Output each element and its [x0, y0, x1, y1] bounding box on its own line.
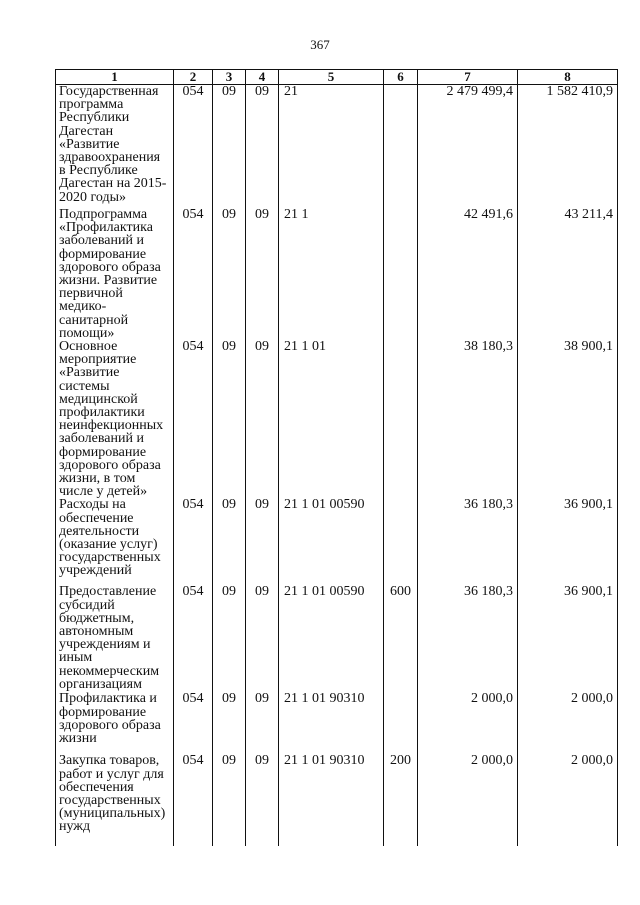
row-section: 09 [213, 498, 246, 585]
row-sum-1: 2 000,0 [418, 692, 518, 754]
row-expense-type [384, 208, 418, 340]
row-target-code: 21 1 01 00590 [279, 585, 384, 692]
table-row [56, 754, 618, 846]
row-sum-1: 2 000,0 [418, 754, 518, 846]
row-name: Подпрограмма «Профилактика заболеваний и формирование здорового образа жизни. Развитие первичной медико-санитарной помощи» [56, 208, 174, 340]
row-target-code: 21 1 01 90310 [279, 692, 384, 754]
row-target-code: 21 1 01 90310 [279, 754, 384, 846]
row-subsection: 09 [246, 585, 279, 692]
row-grbs: 054 [174, 340, 213, 498]
row-sum-2: 36 900,1 [518, 585, 618, 692]
column-header: 4 [246, 70, 279, 85]
row-name: Предоставление субсидий бюджетным, автономным учреждениям и иным некоммерческим организациям [56, 585, 174, 692]
column-header: 2 [174, 70, 213, 85]
column-header: 5 [279, 70, 384, 85]
row-grbs: 054 [174, 585, 213, 692]
table-row [56, 498, 618, 585]
row-sum-2: 1 582 410,9 [518, 85, 618, 209]
row-grbs: 054 [174, 754, 213, 846]
row-target-code: 21 1 01 [279, 340, 384, 498]
row-sum-1: 2 479 499,4 [418, 85, 518, 209]
row-name: Государственная программа Республики Дагестан «Развитие здравоохранения в Республике Дагестан на 2015-2020 годы» [56, 85, 174, 209]
row-expense-type [384, 692, 418, 754]
row-sum-1: 42 491,6 [418, 208, 518, 340]
row-grbs: 054 [174, 208, 213, 340]
table-row [56, 692, 618, 754]
row-name: Расходы на обеспечение деятельности (оказание услуг) государственных учреждений [56, 498, 174, 585]
column-header: 8 [518, 70, 618, 85]
row-section: 09 [213, 754, 246, 846]
row-expense-type: 200 [384, 754, 418, 846]
row-sum-2: 2 000,0 [518, 692, 618, 754]
row-name: Профилактика и формирование здорового образа жизни [56, 692, 174, 754]
row-grbs: 054 [174, 498, 213, 585]
row-grbs: 054 [174, 85, 213, 209]
table-row [56, 340, 618, 498]
table-row [56, 85, 618, 209]
row-name: Закупка товаров, работ и услуг для обеспечения государственных (муниципальных) нужд [56, 754, 174, 846]
table-row [56, 208, 618, 340]
column-header: 3 [213, 70, 246, 85]
row-subsection: 09 [246, 498, 279, 585]
row-grbs: 054 [174, 692, 213, 754]
row-section: 09 [213, 208, 246, 340]
table-row [56, 585, 618, 692]
row-sum-1: 36 180,3 [418, 585, 518, 692]
row-expense-type: 600 [384, 585, 418, 692]
row-sum-2: 36 900,1 [518, 498, 618, 585]
row-target-code: 21 [279, 85, 384, 209]
row-sum-2: 43 211,4 [518, 208, 618, 340]
header-row [56, 70, 618, 85]
column-header: 6 [384, 70, 418, 85]
row-sum-1: 38 180,3 [418, 340, 518, 498]
budget-table [55, 69, 618, 846]
row-section: 09 [213, 340, 246, 498]
row-section: 09 [213, 692, 246, 754]
row-sum-1: 36 180,3 [418, 498, 518, 585]
row-subsection: 09 [246, 754, 279, 846]
row-target-code: 21 1 01 00590 [279, 498, 384, 585]
row-subsection: 09 [246, 85, 279, 209]
row-section: 09 [213, 585, 246, 692]
row-subsection: 09 [246, 340, 279, 498]
row-subsection: 09 [246, 208, 279, 340]
column-header: 7 [418, 70, 518, 85]
page-number: 367 [310, 37, 330, 52]
row-expense-type [384, 85, 418, 209]
row-target-code: 21 1 [279, 208, 384, 340]
row-sum-2: 2 000,0 [518, 754, 618, 846]
row-expense-type [384, 340, 418, 498]
row-name: Основное мероприятие «Развитие системы медицинской профилактики неинфекционных заболеваний и формирование здорового образа жизни, в том числе у детей» [56, 340, 174, 498]
column-header: 1 [56, 70, 174, 85]
row-subsection: 09 [246, 692, 279, 754]
row-expense-type [384, 498, 418, 585]
row-sum-2: 38 900,1 [518, 340, 618, 498]
row-section: 09 [213, 85, 246, 209]
